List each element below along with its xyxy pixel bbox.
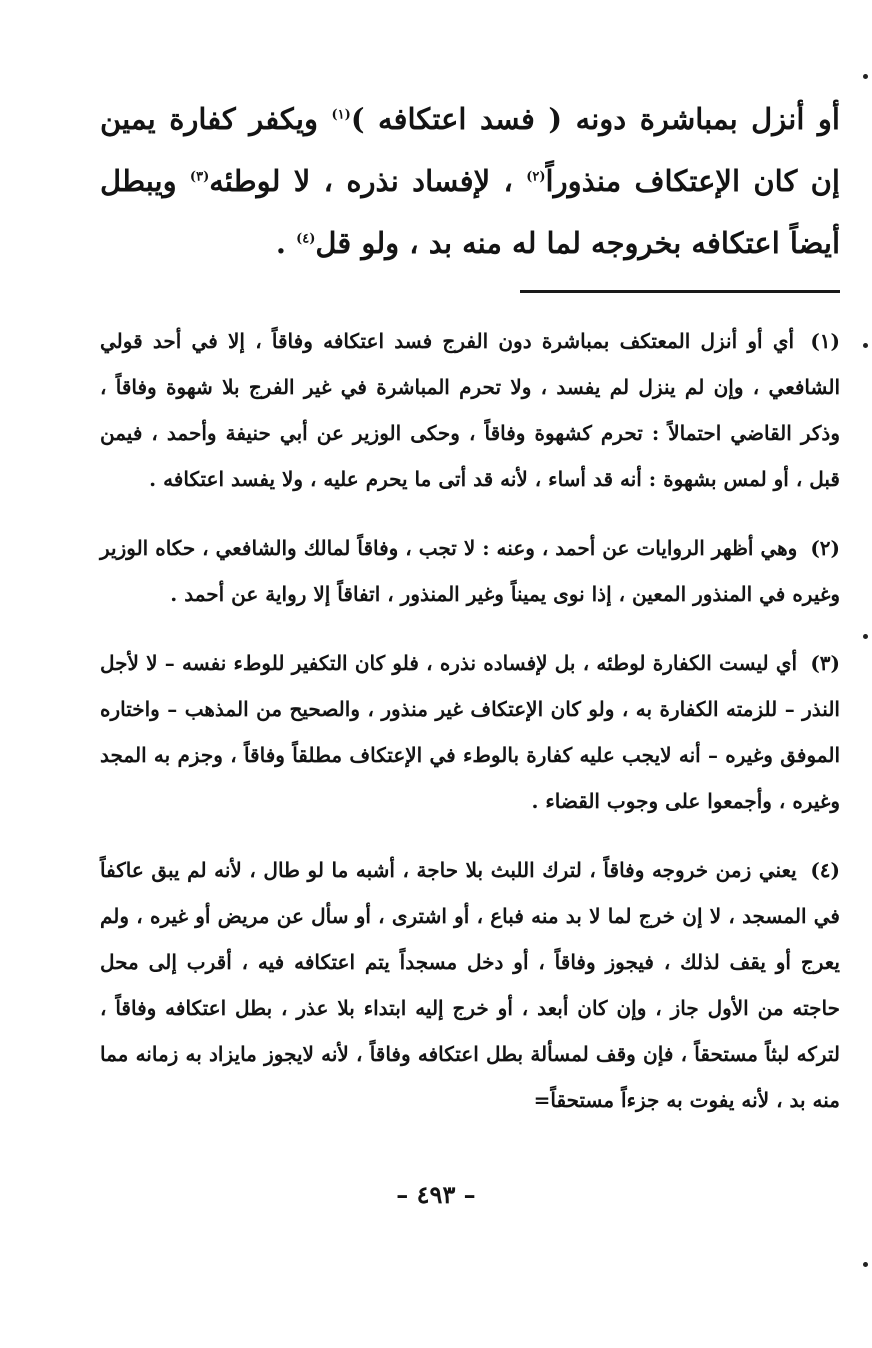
page-number: – ٤٩٣ – [396,1180,476,1209]
footnote-ref-3: (٣) [189,169,210,185]
footnote-ref-2: (٢) [526,169,546,185]
margin-mark [863,634,868,639]
footnote-2 [100,525,840,617]
footnote-number: (٣) [810,651,840,675]
main-text [100,88,840,274]
footnote-1 [100,318,840,502]
main-line-3-end: . [275,226,287,260]
footnote-number: (١) [810,329,840,353]
footnote-number: (٤) [810,858,840,882]
footnote-text: يعني زمن خروجه وفاقاً ، لترك اللبث بلا حاجة ، أشبه ما لو طال ، لأنه لم يبق عاكفاً في المسجد ، لا إن خرج لما لا بد منه فباع ، أو اشترى ، أو سأل عن مريض أو غيره ، ولم يعرج أو يقف لذلك ، فيجوز وفاقاً ، أو دخل مسجداً يتم اعتكافه فيه ، أقرب إلى محل حاجته من الأول جاز ، وإن كان أبعد ، أو خرج إليه ابتداء بلا عذر ، بطل اعتكافه وفاقاً ، لتركه لبثاً مستحقاً ، فإن وقف لمسألة بطل اعتكافه وفاقاً ، لأنه لايجوز مايزاد به زمانه مما منه بد ، لأنه يفوت به جزءاً مستحقاً= [100,858,840,1112]
footnote-number: (٢) [810,536,841,560]
footnote-text: أي أو أنزل المعتكف بمباشرة دون الفرج فسد اعتكافه وفاقاً ، إلا في أحد قولي الشافعي ، وإن لم ينزل لم يفسد ، ولا تحرم المباشرة في غير الفرج بلا شهوة وفاقاً ، وذكر القاضي احتمالاً : تحرم كشهوة وفاقاً ، وحكى الوزير عن أبي حنيفة وأحمد ، فيمن قبل ، أو لمس بشهوة : أنه قد أساء ، لأنه قد أتى ما يحرم عليه ، ولا يفسد اعتكافه . [100,329,840,491]
footnote-text: أي ليست الكفارة لوطئه ، بل لإفساده نذره ، فلو كان التكفير للوطء نفسه – لا لأجل النذر – للزمته الكفارة به ، ولو كان الإعتكاف غير منذور ، والصحيح من المذهب – واختاره الموفق وغيره – أنه لايجب عليه كفارة بالوطء في الإعتكاف مطلقاً وفاقاً ، وجزم به المجد وغيره ، وأجمعوا على وجوب القضاء . [100,651,840,813]
footnote-ref-1: (١) [331,107,351,123]
margin-mark [863,1262,868,1267]
footnote-ref-4: (٤) [296,231,316,247]
margin-mark [863,74,868,79]
main-line-1: أو أنزل بمباشرة دونه ( فسد اعتكافه ) [350,102,840,136]
main-line-2b: ، لإفساد نذره ، لا لوطئه [209,164,513,198]
footnote-3 [100,640,840,824]
footnote-separator [520,290,840,293]
main-line-1b: ويكفر كفارة يمين [100,102,318,136]
margin-mark [863,343,868,348]
main-line-3: ويبطل أيضاً اعتكافه بخروجه لما له منه بد ، ولو قل [100,164,840,260]
footnote-4 [100,847,840,1123]
footnote-text: وهي أظهر الروايات عن أحمد ، وعنه : لا تجب ، وفاقاً لمالك والشافعي ، حكاه الوزير وغيره في المنذور المعين ، إذا نوى يميناً وغير المنذور ، اتفاقاً إلا رواية عن أحمد . [100,536,840,606]
footnotes [100,318,840,1146]
main-line-2: إن كان الإعتكاف منذوراً [545,164,840,198]
